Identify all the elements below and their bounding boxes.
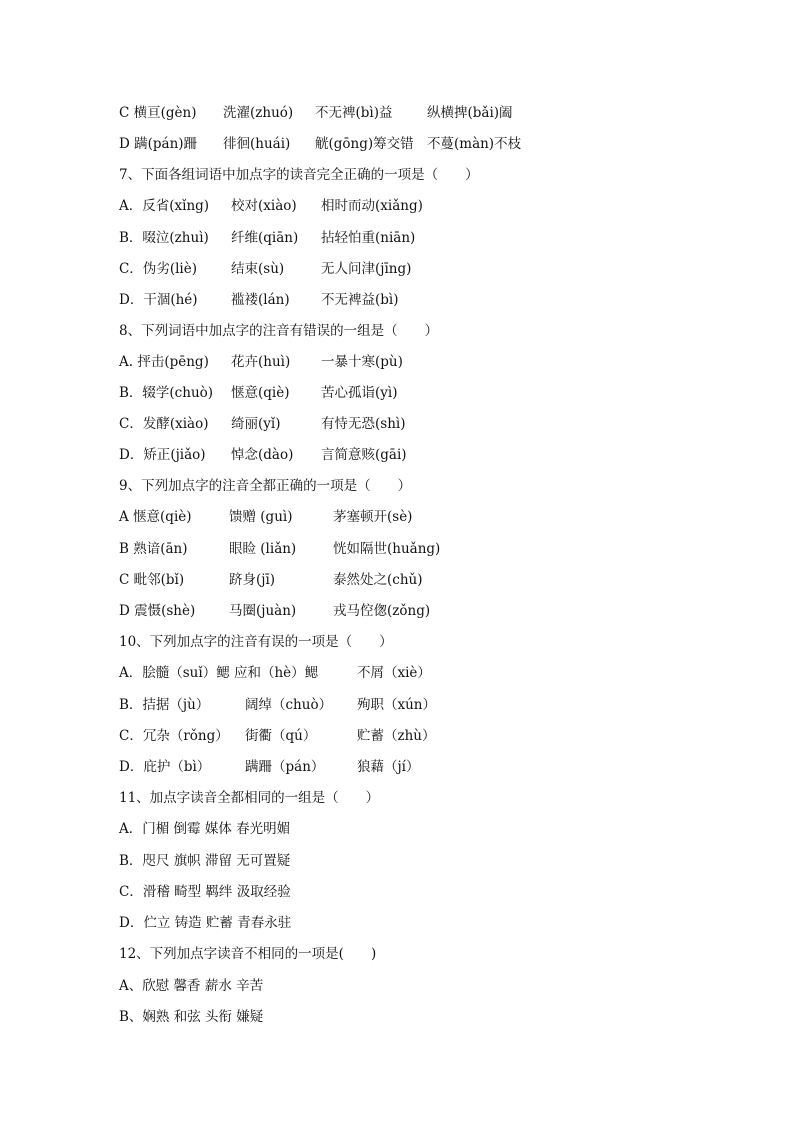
- option-line: [119, 132, 754, 156]
- option-line: [119, 350, 754, 374]
- option-item: 褴褛(lán): [231, 292, 290, 308]
- option-item: C 毗邻(bǐ): [119, 572, 185, 588]
- option-item: C．发酵(xiào): [119, 416, 209, 432]
- question-text: 8、下列词语中加点字的注音有错误的一组是（ ）: [119, 323, 439, 339]
- option-item: B．拮据（jù）: [119, 697, 210, 713]
- option-item: D 蹒(pán)跚: [119, 136, 198, 152]
- option-text: C．滑稽 畸型 羁绊 汲取经验: [119, 884, 291, 900]
- option-item: 不无裨(bì)益: [315, 105, 393, 121]
- option-item: 狼藉（jí）: [357, 759, 420, 775]
- option-item: 花卉(huì): [231, 354, 291, 370]
- option-item: 洗濯(zhuó): [223, 105, 294, 121]
- option-item: 殉职（xún）: [357, 697, 437, 713]
- option-item: 泰然处之(chǔ): [333, 572, 423, 588]
- option-line: [119, 693, 754, 717]
- option-item: 馈赠 (guì): [229, 509, 293, 525]
- option-item: D．矫正(jiǎo): [119, 447, 206, 463]
- option-item: 跻身(jī): [229, 572, 276, 588]
- option-line: [119, 443, 754, 467]
- option-item: 不蔓(màn)不枝: [427, 136, 522, 152]
- option-text: B．咫尺 旗帜 滞留 无可置疑: [119, 853, 291, 869]
- option-item: D．干涸(hé): [119, 292, 198, 308]
- option-line: [119, 755, 754, 779]
- option-line: [119, 1005, 754, 1029]
- option-item: 不屑（xiè）: [357, 665, 431, 681]
- option-line: [119, 505, 754, 529]
- option-item: 悼念(dào): [231, 447, 294, 463]
- question-line: [119, 319, 754, 343]
- option-item: 苦心孤诣(yì): [321, 385, 398, 401]
- option-line: [119, 381, 754, 405]
- option-item: D．庇护（bì）: [119, 759, 211, 775]
- question-line: [119, 163, 754, 187]
- option-item: A．反省(xǐng): [119, 198, 210, 214]
- option-item: 街衢（qú）: [245, 728, 317, 744]
- option-item: 恍如隔世(huǎng): [333, 541, 441, 557]
- option-item: 眼睑 (liǎn): [229, 541, 297, 557]
- option-line: [119, 257, 754, 281]
- option-line: [119, 661, 754, 685]
- option-item: 贮蓄（zhù）: [357, 728, 436, 744]
- option-item: B 熟谙(ān): [119, 541, 188, 557]
- option-item: 纵横捭(bǎi)阖: [427, 105, 513, 121]
- option-line: [119, 724, 754, 748]
- option-line: [119, 537, 754, 561]
- option-text: A．门楣 倒霉 媒体 春光明媚: [119, 821, 291, 837]
- question-text: 7、下面各组词语中加点字的读音完全正确的一项是（ ）: [119, 167, 479, 183]
- option-item: A. 抨击(pēng): [119, 354, 209, 370]
- option-line: [119, 226, 754, 250]
- question-text: 9、下列加点字的注音全都正确的一项是（ ）: [119, 478, 412, 494]
- option-line: [119, 412, 754, 436]
- question-line: [119, 474, 754, 498]
- option-item: C．冗杂（rǒng）: [119, 728, 229, 744]
- option-line: [119, 194, 754, 218]
- option-item: 惬意(qiè): [231, 385, 290, 401]
- option-item: A 惬意(qiè): [119, 509, 192, 525]
- option-item: 无人问津(jīng): [321, 261, 412, 277]
- option-item: 徘徊(huái): [223, 136, 291, 152]
- question-text: 10、下列加点字的注音有误的一项是（ ）: [119, 634, 393, 650]
- option-line: [119, 849, 754, 873]
- question-line: [119, 630, 754, 654]
- question-line: [119, 942, 754, 966]
- option-item: 纤维(qiān): [231, 230, 299, 246]
- option-line: [119, 599, 754, 623]
- option-item: 觥(gōng)筹交错: [315, 136, 414, 152]
- option-line: [119, 880, 754, 904]
- option-text: B、娴熟 和弦 头衔 嫌疑: [119, 1009, 264, 1025]
- option-item: 有恃无恐(shì): [321, 416, 406, 432]
- option-item: 一暴十寒(pù): [321, 354, 403, 370]
- option-item: 校对(xiào): [231, 198, 297, 214]
- question-text: 12、下列加点字读音不相同的一项是( ): [119, 946, 377, 962]
- option-text: A、欣慰 馨香 薪水 辛苦: [119, 978, 264, 994]
- option-line: [119, 817, 754, 841]
- option-item: A．脍髓（suǐ）鳃 应和（hè）鳃: [119, 665, 319, 681]
- option-item: B．辍学(chuò): [119, 385, 214, 401]
- option-item: 结束(sù): [231, 261, 285, 277]
- option-item: 相时而动(xiǎng): [321, 198, 423, 214]
- option-item: 阔绰（chuò）: [245, 697, 333, 713]
- option-item: C 横亘(gèn): [119, 105, 197, 121]
- option-item: C．伪劣(liè): [119, 261, 197, 277]
- option-item: D 震慑(shè): [119, 603, 196, 619]
- question-text: 11、加点字读音全都相同的一组是（ ）: [119, 790, 380, 806]
- option-line: [119, 288, 754, 312]
- option-line: [119, 568, 754, 592]
- option-item: 戎马倥偬(zǒng): [333, 603, 431, 619]
- option-item: 言简意赅(gāi): [321, 447, 407, 463]
- question-line: [119, 786, 754, 810]
- option-item: 绮丽(yǐ): [231, 416, 281, 432]
- option-line: [119, 911, 754, 935]
- option-item: B．啜泣(zhuì): [119, 230, 209, 246]
- option-line: [119, 101, 754, 125]
- option-item: 不无裨益(bì): [321, 292, 399, 308]
- option-item: 马圈(juàn): [229, 603, 297, 619]
- option-item: 拈轻怕重(niān): [321, 230, 416, 246]
- option-line: [119, 974, 754, 998]
- option-item: 茅塞顿开(sè): [333, 509, 413, 525]
- option-item: 蹒跚（pán）: [245, 759, 325, 775]
- option-text: D．伫立 铸造 贮蓄 青春永驻: [119, 915, 292, 931]
